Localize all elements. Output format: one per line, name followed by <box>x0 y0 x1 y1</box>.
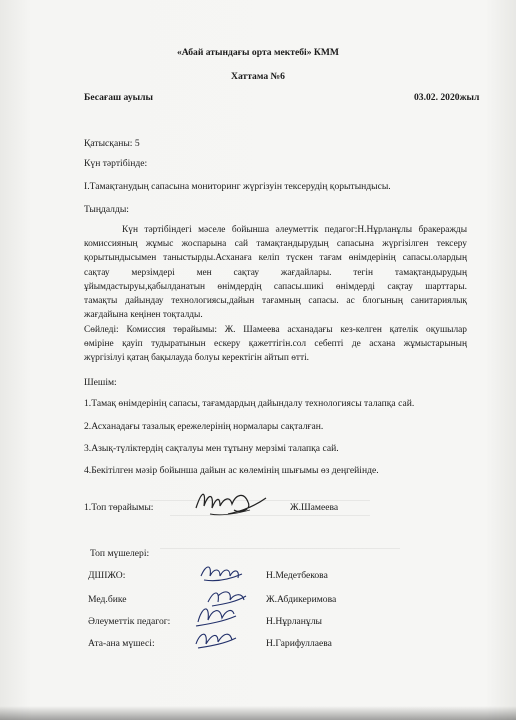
member-name: Н.Гарифуллаева <box>266 638 332 649</box>
organization-title: «Абай атындағы орта мектебі» КММ <box>177 47 339 58</box>
paragraph-line: комиссияның жұмыс жоспарына сай тамақтандырудың сапасына жүргізілген тексеру <box>84 239 467 250</box>
member-role: Мед.бике <box>88 594 127 605</box>
chair-signature <box>190 484 270 522</box>
paragraph-line: өміріне қауіп тудыратынын ескеру қажеттігін.сол себепті де асхана жұмыстарының <box>84 339 467 350</box>
paragraph-line: Сөйледі: Комиссия төрайымы: Ж. Шамеева асханадағы кез-келген қателік оқушылар <box>84 325 467 335</box>
member-name: Ж.Абдикеримова <box>266 594 337 605</box>
member-signature <box>198 560 244 586</box>
paragraph-line: Күн тәртібіндегі мәселе бойынша әлеуметтік педагог:Н.Нұрланұлы бракеражды <box>122 225 467 235</box>
member-role: Ата-ана мүшесі: <box>88 638 155 649</box>
decision-item: 3.Азық-түліктердің сақталуы мен тұтыну мерзімі талапқа сай. <box>84 443 339 454</box>
decision-item: 4.Бекітілген мәзір бойынша дайын ас көлемінің шығымы өз деңгейінде. <box>84 465 379 476</box>
decision-item: 2.Асханадағы тазалық ережелерінің нормалары сақталған. <box>84 421 324 432</box>
decision-item: 1.Тамақ өнімдерінің сапасы, тағамдардың дайындалу технологиясы талапқа сай. <box>84 398 415 409</box>
speech-paragraph <box>84 323 467 366</box>
bleed-through-line <box>160 548 400 549</box>
decision-label: Шешім: <box>84 377 117 388</box>
paragraph-line: ұйымдастыруы,қабылданатын өнімдердің сапасы.шикі өнімдерді сақтау шарттары. <box>84 281 467 292</box>
paragraph-line: жүргізілуі қатаң бақылауда болуы керектігін айтып өтті. <box>84 353 310 364</box>
meeting-place: Бесағаш ауылы <box>84 92 154 103</box>
scan-shadow <box>0 706 516 720</box>
members-label: Топ мүшелері: <box>90 548 150 559</box>
protocol-number: Хаттама №6 <box>231 71 285 82</box>
paragraph-line: сақтау мерзімдері мен сақтау жағдайлары. тегін тамақтандырудың <box>84 267 467 278</box>
member-name: Н.Медетбекова <box>266 570 328 581</box>
listened-label: Тыңдалды: <box>84 204 129 215</box>
paragraph-line: тамақты дайындау технологиясы,дайын тағамның сапасы. ас блогының санитариялық <box>84 296 467 307</box>
member-role: ДШІЖО: <box>88 570 126 581</box>
member-signature <box>192 624 238 652</box>
agenda-label: Күн тәртібінде: <box>84 158 148 169</box>
chair-role: 1.Топ төрайымы: <box>84 502 154 513</box>
paragraph-line: жағдайына кеңінен тоқталды. <box>84 310 203 321</box>
chair-name: Ж.Шамеева <box>290 502 339 513</box>
member-role: Әлеуметтік педагог: <box>88 616 171 627</box>
meeting-date: 03.02. 2020жыл <box>414 92 480 103</box>
listened-paragraph <box>84 223 467 322</box>
paragraph-line: қорытындысымен таныстырды.Асханаға келіп түскен тағам өнімдерінің сапасы.олардың <box>84 253 467 264</box>
attendance-count: Қатысқаны: 5 <box>84 138 140 149</box>
agenda-item: І.Тамақтанудың сапасына мониторинг жүргізуін тексерудің қорытындысы. <box>84 181 391 192</box>
member-name: Н.Нұрланұлы <box>266 616 322 627</box>
